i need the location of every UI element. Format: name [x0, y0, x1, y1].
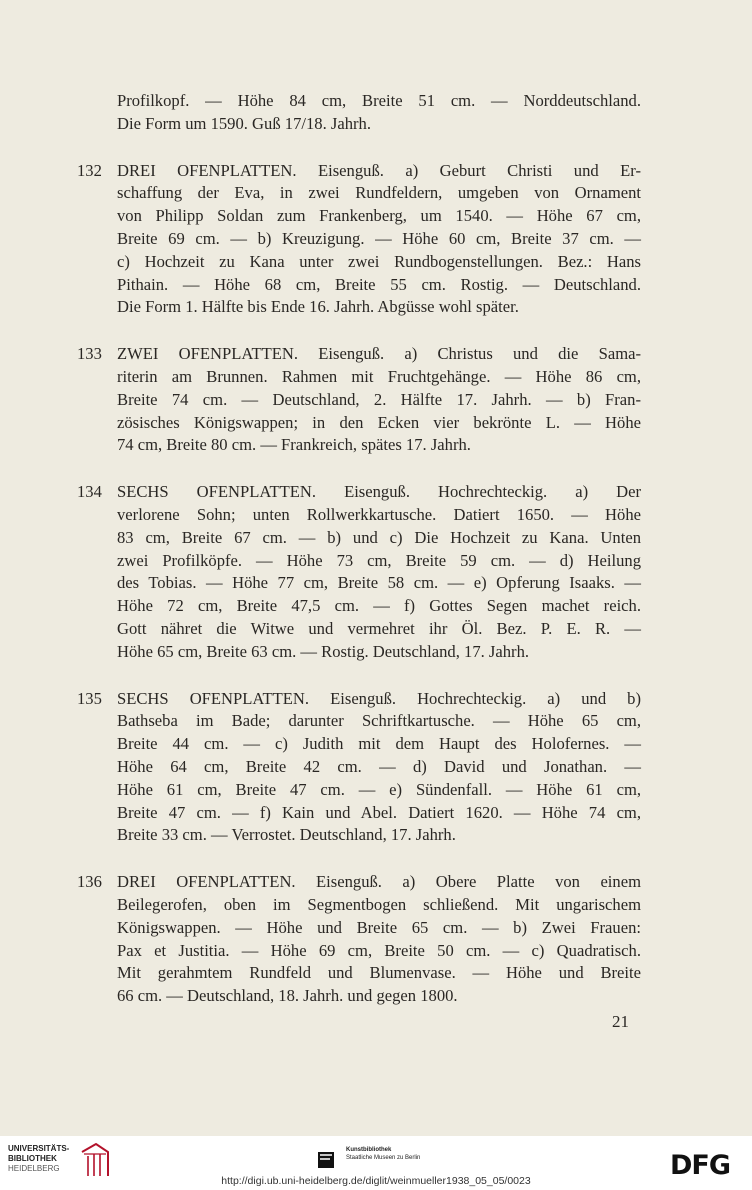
catalog-entry — [77, 688, 641, 848]
entry-line: Bathseba im Bade; darunter Schriftkartusche. — Höhe 65 cm, — [117, 711, 641, 731]
ub-logo-line: HEIDELBERG — [8, 1164, 60, 1173]
dfg-logo[interactable]: DFG — [670, 1150, 731, 1181]
entry-line: SECHS OFENPLATTEN. Eisenguß. Hochrechteckig. a) und b) — [117, 688, 641, 708]
entry-line: Pithain. — Höhe 68 cm, Breite 55 cm. Rostig. — Deutschland. — [117, 274, 641, 294]
entry-line: zwei Profilköpfe. — Höhe 73 cm, Breite 59 cm. — d) Heilung — [117, 550, 641, 570]
entry-line: Höhe 61 cm, Breite 47 cm. — e) Sündenfall. — Höhe 61 cm, — [117, 779, 641, 799]
catalog-entry — [77, 343, 641, 457]
catalog-entry — [77, 871, 641, 1008]
ub-logo-line: UNIVERSITÄTS- — [8, 1144, 70, 1153]
entry-line: Breite 69 cm. — b) Kreuzigung. — Höhe 60 cm, Breite 37 cm. — — [117, 228, 641, 248]
entry-line: 66 cm. — Deutschland, 18. Jahrh. und gegen 1800. — [117, 986, 458, 1006]
kb-logo-title: Kunstbibliothek — [346, 1147, 392, 1153]
ub-logo-line: BIBLIOTHEK — [8, 1154, 57, 1163]
ub-emblem-icon — [78, 1142, 112, 1178]
entry-line: riterin am Brunnen. Rahmen mit Fruchtgehänge. — Höhe 86 cm, — [117, 366, 641, 386]
viewer-footer — [0, 1136, 752, 1190]
entry-line: Königswappen. — Höhe und Breite 65 cm. — b) Zwei Frauen: — [117, 917, 641, 937]
entry-line: Höhe 72 cm, Breite 47,5 cm. — f) Gottes Segen machet reich. — [117, 596, 641, 616]
catalog-text — [77, 90, 641, 1032]
entry-line: Gott nähret die Witwe und vermehret ihr Öl. Bez. P. E. R. — — [117, 618, 641, 638]
entry-number: 135 — [77, 688, 102, 708]
entry-line: zösisches Königswappen; in den Ecken vier bekrönte L. — Höhe — [117, 412, 641, 432]
entry-line: Breite 74 cm. — Deutschland, 2. Hälfte 17. Jahrh. — b) Fran- — [117, 389, 641, 409]
entry-line: schaffung der Eva, in zwei Rundfeldern, umgeben von Ornament — [117, 183, 641, 203]
entry-number: 133 — [77, 344, 102, 364]
entry-line: von Philipp Soldan zum Frankenberg, um 1540. — Höhe 67 cm, — [117, 206, 641, 226]
permalink-url[interactable]: http://digi.ub.uni-heidelberg.de/diglit/weinmueller1938_05_05/0023 — [221, 1175, 531, 1187]
entry-line: Breite 47 cm. — f) Kain und Abel. Datiert 1620. — Höhe 74 cm, — [117, 802, 641, 822]
catalog-entry — [117, 90, 641, 136]
kunstbibliothek-icon — [316, 1150, 336, 1170]
entry-line: Mit gerahmtem Rundfeld und Blumenvase. — Höhe und Breite — [117, 963, 641, 983]
entry-line: Breite 44 cm. — c) Judith mit dem Haupt des Holofernes. — — [117, 734, 641, 754]
entry-line: Breite 33 cm. — Verrostet. Deutschland, 17. Jahrh. — [117, 825, 456, 845]
entry-number: 136 — [77, 872, 102, 892]
entry-line: Profilkopf. — Höhe 84 cm, Breite 51 cm. — Norddeutschland. — [117, 91, 641, 110]
entry-line: 83 cm, Breite 67 cm. — b) und c) Die Hochzeit zu Kana. Unten — [117, 527, 641, 547]
entry-line: SECHS OFENPLATTEN. Eisenguß. Hochrechteckig. a) Der — [117, 482, 641, 502]
entry-line: Pax et Justitia. — Höhe 69 cm, Breite 50 cm. — c) Quadratisch. — [117, 940, 641, 960]
entry-number: 134 — [77, 482, 102, 502]
catalog-entry — [77, 481, 641, 663]
entry-line: Höhe 64 cm, Breite 42 cm. — d) David und Jonathan. — — [117, 756, 641, 776]
catalog-entry — [77, 160, 641, 320]
entry-line: Die Form 1. Hälfte bis Ende 16. Jahrh. Abgüsse wohl später. — [117, 297, 519, 317]
entry-line: Die Form um 1590. Guß 17/18. Jahrh. — [117, 113, 371, 133]
entry-line: 74 cm, Breite 80 cm. — Frankreich, spätes 17. Jahrh. — [117, 435, 471, 455]
page-number: 21 — [612, 1012, 629, 1031]
entry-line: DREI OFENPLATTEN. Eisenguß. a) Geburt Christi und Er- — [117, 160, 641, 180]
entry-line: Beilegerofen, oben im Segmentbogen schließend. Mit ungarischem — [117, 894, 641, 914]
entry-line: c) Hochzeit zu Kana unter zwei Rundbogenstellungen. Bez.: Hans — [117, 251, 641, 271]
kb-logo-subtitle: Staatliche Museen zu Berlin — [346, 1155, 421, 1161]
entry-line: verlorene Sohn; unten Rollwerkkartusche. Datiert 1650. — Höhe — [117, 504, 641, 524]
entry-number: 132 — [77, 160, 102, 180]
entry-line: des Tobias. — Höhe 77 cm, Breite 58 cm. — e) Opferung Isaaks. — — [117, 573, 641, 593]
entry-line: Höhe 65 cm, Breite 63 cm. — Rostig. Deutschland, 17. Jahrh. — [117, 641, 530, 661]
entry-line: DREI OFENPLATTEN. Eisenguß. a) Obere Platte von einem — [117, 872, 641, 892]
entry-line: ZWEI OFENPLATTEN. Eisenguß. a) Christus und die Sama- — [117, 344, 641, 364]
